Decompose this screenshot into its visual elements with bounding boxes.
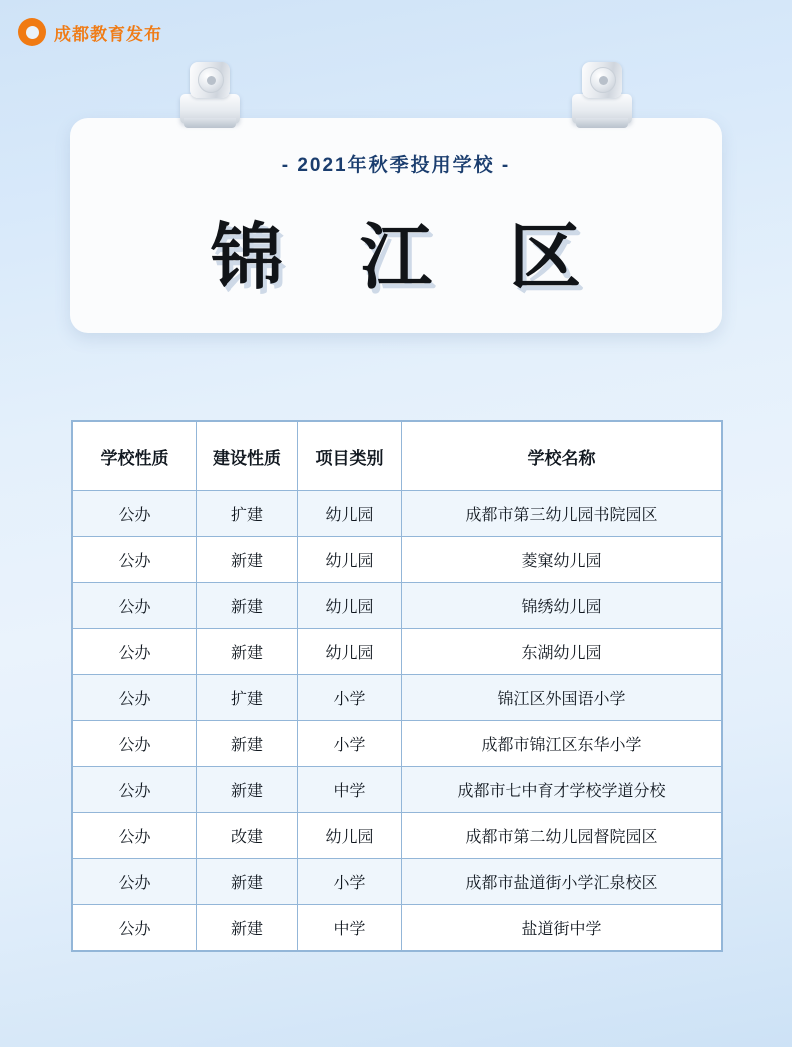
table-cell: 小学 — [298, 859, 402, 905]
table-row — [73, 813, 722, 859]
table-cell: 成都市七中育才学校学道分校 — [402, 767, 722, 813]
table-cell: 幼儿园 — [298, 813, 402, 859]
table-cell: 盐道街中学 — [402, 905, 722, 951]
table-cell: 新建 — [197, 721, 298, 767]
table-cell: 新建 — [197, 859, 298, 905]
table-cell: 成都市锦江区东华小学 — [402, 721, 722, 767]
table-row — [73, 629, 722, 675]
table-cell: 公办 — [73, 905, 197, 951]
table-cell: 改建 — [197, 813, 298, 859]
table-cell: 公办 — [73, 537, 197, 583]
card-subtitle: - 2021年秋季投用学校 - — [281, 155, 511, 176]
column-header-project-category: 项目类别 — [298, 422, 402, 491]
table-cell: 新建 — [197, 537, 298, 583]
page-title: 锦 江 区 — [210, 215, 608, 299]
clip-foot — [184, 118, 236, 128]
clip-top — [582, 62, 622, 98]
table-cell: 锦绣幼儿园 — [402, 583, 722, 629]
table-cell: 公办 — [73, 629, 197, 675]
table-cell: 成都市第二幼儿园督院园区 — [402, 813, 722, 859]
table-cell: 公办 — [73, 491, 197, 537]
table-cell: 公办 — [73, 767, 197, 813]
table-cell: 菱窠幼儿园 — [402, 537, 722, 583]
table-body — [73, 491, 722, 951]
table-cell: 公办 — [73, 721, 197, 767]
table-row — [73, 537, 722, 583]
table-cell: 成都市盐道街小学汇泉校区 — [402, 859, 722, 905]
clip-foot — [576, 118, 628, 128]
table-cell: 东湖幼儿园 — [402, 629, 722, 675]
table-cell: 幼儿园 — [298, 537, 402, 583]
brand-name: 成都教育发布 — [54, 24, 162, 44]
title-card — [70, 118, 722, 333]
clip-knob-icon — [590, 67, 616, 93]
table-cell: 小学 — [298, 721, 402, 767]
table-cell: 幼儿园 — [298, 629, 402, 675]
paper-clip-left — [180, 62, 240, 140]
schools-table — [72, 421, 722, 951]
table-header-row — [73, 422, 722, 491]
table-row — [73, 905, 722, 951]
paper-clip-right — [572, 62, 632, 140]
clip-top — [190, 62, 230, 98]
table-row — [73, 767, 722, 813]
brand-header — [18, 18, 162, 46]
table-cell: 锦江区外国语小学 — [402, 675, 722, 721]
table-cell: 新建 — [197, 905, 298, 951]
table-row — [73, 583, 722, 629]
table-cell: 新建 — [197, 767, 298, 813]
table-cell: 幼儿园 — [298, 583, 402, 629]
table-cell: 中学 — [298, 767, 402, 813]
table-cell: 幼儿园 — [298, 491, 402, 537]
table-cell: 公办 — [73, 859, 197, 905]
table-cell: 新建 — [197, 629, 298, 675]
column-header-school-name: 学校名称 — [402, 422, 722, 491]
table-cell: 公办 — [73, 813, 197, 859]
table-cell: 成都市第三幼儿园书院园区 — [402, 491, 722, 537]
table-cell: 中学 — [298, 905, 402, 951]
table-cell: 扩建 — [197, 675, 298, 721]
schools-table-container — [71, 420, 723, 952]
table-row — [73, 675, 722, 721]
table-cell: 小学 — [298, 675, 402, 721]
circle-swirl-icon — [18, 18, 46, 46]
column-header-construction-nature: 建设性质 — [197, 422, 298, 491]
table-cell: 扩建 — [197, 491, 298, 537]
table-row — [73, 859, 722, 905]
table-cell: 新建 — [197, 583, 298, 629]
table-cell: 公办 — [73, 583, 197, 629]
table-row — [73, 721, 722, 767]
table-cell: 公办 — [73, 675, 197, 721]
clip-knob-icon — [198, 67, 224, 93]
table-row — [73, 491, 722, 537]
column-header-school-nature: 学校性质 — [73, 422, 197, 491]
